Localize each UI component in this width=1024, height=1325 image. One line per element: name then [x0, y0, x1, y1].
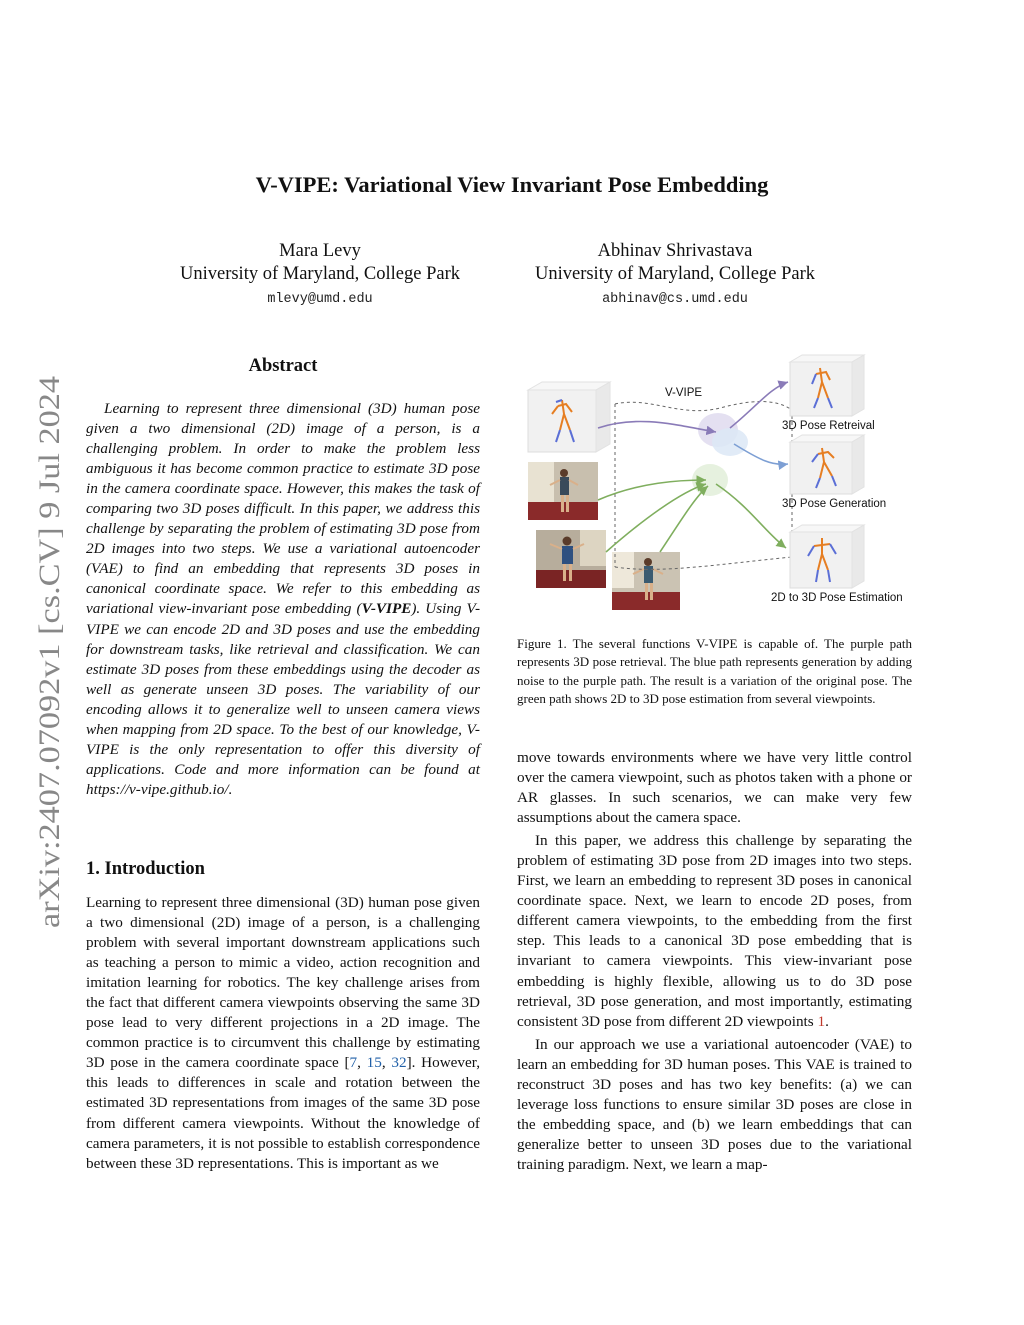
author-name: Mara Levy	[279, 241, 361, 261]
caption-text: Figure 1. The several functions V-VIPE is capable of. The purple path represents 3D pose retrieval. The blue path represents generation by adding noise to the purple path. The result is a variation of the original pose. The green path shows 2D to 3D pose estimation from several viewpoints.	[517, 636, 912, 706]
abstract-text-a: Learning to represent three dimensional (3D) human pose given a two dimensional (2D) image of a person, is a challenging problem. In order to make the problem less ambiguous it has become common practice to estimate 3D pose in the camera coordinate space. However, this makes the task of comparing two 3D poses difficult. In this paper, we address this challenge by separating the problem of estimating 3D pose from 2D images into two steps. We use a variational autoencoder (VAE) to find an embedding that represents 3D poses in canonical coordinate space. We refer to this embedding as variational view-invariant pose embedding (	[86, 400, 480, 618]
author-name: Abhinav Shrivastava	[597, 241, 753, 261]
input-image-3	[612, 552, 680, 610]
citation-link[interactable]: 7	[349, 1054, 358, 1072]
author-affiliation: University of Maryland, College Park	[534, 264, 815, 284]
abstract-bold-term: V-VIPE	[361, 600, 412, 618]
abstract-paragraph	[86, 399, 480, 800]
input-3d-pose-box	[528, 382, 610, 452]
author-email: abhinav@cs.umd.edu	[602, 292, 748, 307]
citation-link[interactable]: 15	[366, 1054, 382, 1072]
generation-label: 3D Pose Generation	[782, 498, 887, 510]
intro-text-a: Learning to represent three dimensional (3D) human pose given a two dimensional (2D) image of a person, is a challenging problem with several important downstream applications such as teaching a person to mimic a video, action recognition and imitation learning for robotics. The key challenge arises from the fact that different camera viewpoints observing the same 3D pose lead to very different projections in a 2D image. The common practice is to circumvent this challenge by estimating 3D pose in the camera coordinate space [	[86, 894, 480, 1072]
citation-separator: ,	[357, 1054, 367, 1072]
retrieval-label: 3D Pose Retreival	[782, 420, 875, 432]
citation-link[interactable]: 32	[391, 1054, 407, 1072]
citation-separator: ,	[381, 1054, 392, 1072]
abstract-text-b: ). Using V-VIPE we can encode 2D and 3D poses and use the embedding for downstream tasks, like retrieval and classification. We can estimate 3D poses from these embeddings using the decoder as well as generate unseen 3D poses. The variability of our encoding allows it to generalize well to unseen camera views when mapping from 2D space. To the best of our knowledge, V-VIPE is the only representation to offer this diversity of applications. Code and more information can be found at https://v-vipe.github.io/.	[86, 600, 480, 798]
intro-heading: 1. Introduction	[86, 859, 205, 879]
estimation-output-box	[790, 525, 864, 588]
author-block-1	[160, 240, 480, 311]
generation-output-box	[790, 435, 864, 494]
paper-title: V-VIPE: Variational View Invariant Pose Embedding	[255, 172, 769, 197]
figure-1-diagram	[520, 352, 915, 620]
arxiv-stamp-text: arXiv:2407.07092v1 [cs.CV] 9 Jul 2024	[33, 444, 66, 928]
right-column-body	[517, 748, 912, 1175]
arxiv-stamp	[14, 372, 74, 932]
input-image-1	[528, 462, 598, 520]
arxiv-stamp-svg	[14, 372, 74, 932]
paragraph: In our approach we use a variational autoencoder (VAE) to learn an embedding for 3D human poses. This VAE is trained to reconstruct 3D poses and has two key benefits: (a) we can leverage loss functions to ensure similar 3D poses are close in the embedding space, and (b) we learn embeddings that can generalize better to unseen 3D poses due to the variational training paradigm. Next, we learn a map-	[517, 1035, 912, 1173]
intro-text-b: ]. However, this leads to differences in scale and rotation between the estimated 3D representations from images of the same 3D pose from different camera viewpoints. Without the knowledge of camera parameters, it is not possible to establish correspondence between these 3D representations. This is important as we	[86, 1054, 481, 1172]
green-path-out	[716, 484, 786, 548]
paragraph: move towards environments where we have very little control over the camera viewpoint, such as photos taken with a phone or AR glasses. In such scenarios, we can make very few assumptions about the camera space.	[517, 749, 912, 827]
vvipe-label: V-VIPE	[665, 387, 703, 399]
retrieval-output-box	[790, 355, 864, 416]
figure-reference-link[interactable]: 1	[817, 1012, 826, 1030]
figure-1-caption	[517, 635, 912, 708]
green-path-2	[606, 484, 706, 552]
author-affiliation: University of Maryland, College Park	[179, 264, 460, 284]
purple-path-out	[730, 382, 788, 428]
input-image-2	[536, 530, 606, 588]
abstract-body	[86, 399, 480, 800]
author-email: mlevy@umd.edu	[267, 292, 373, 307]
paragraph-text-a: In this paper, we address this challenge by separating the problem of estimating 3D pose from 2D images into two steps. First, we learn an embedding to represent 3D poses in canonical coordinate space. Next, we learn to encode 2D poses, from different camera viewpoints, to the embedding from the first step. This leads to a canonical 3D pose embedding that is invariant to camera viewpoints. This view-invariant pose embedding is highly flexible, allowing us to do 3D pose retrieval, 3D pose generation, and most importantly, estimating consistent 3D pose from different 2D viewpoints	[517, 832, 912, 1030]
estimation-label: 2D to 3D Pose Estimation	[771, 592, 903, 604]
intro-paragraph	[86, 893, 480, 1174]
paragraph	[517, 831, 912, 1031]
intro-body	[86, 893, 480, 1174]
figure-1	[520, 352, 915, 620]
paragraph-text-b: .	[825, 1012, 829, 1030]
green-path-3	[660, 486, 708, 552]
abstract-heading: Abstract	[248, 356, 318, 376]
author-block-2	[515, 240, 835, 311]
